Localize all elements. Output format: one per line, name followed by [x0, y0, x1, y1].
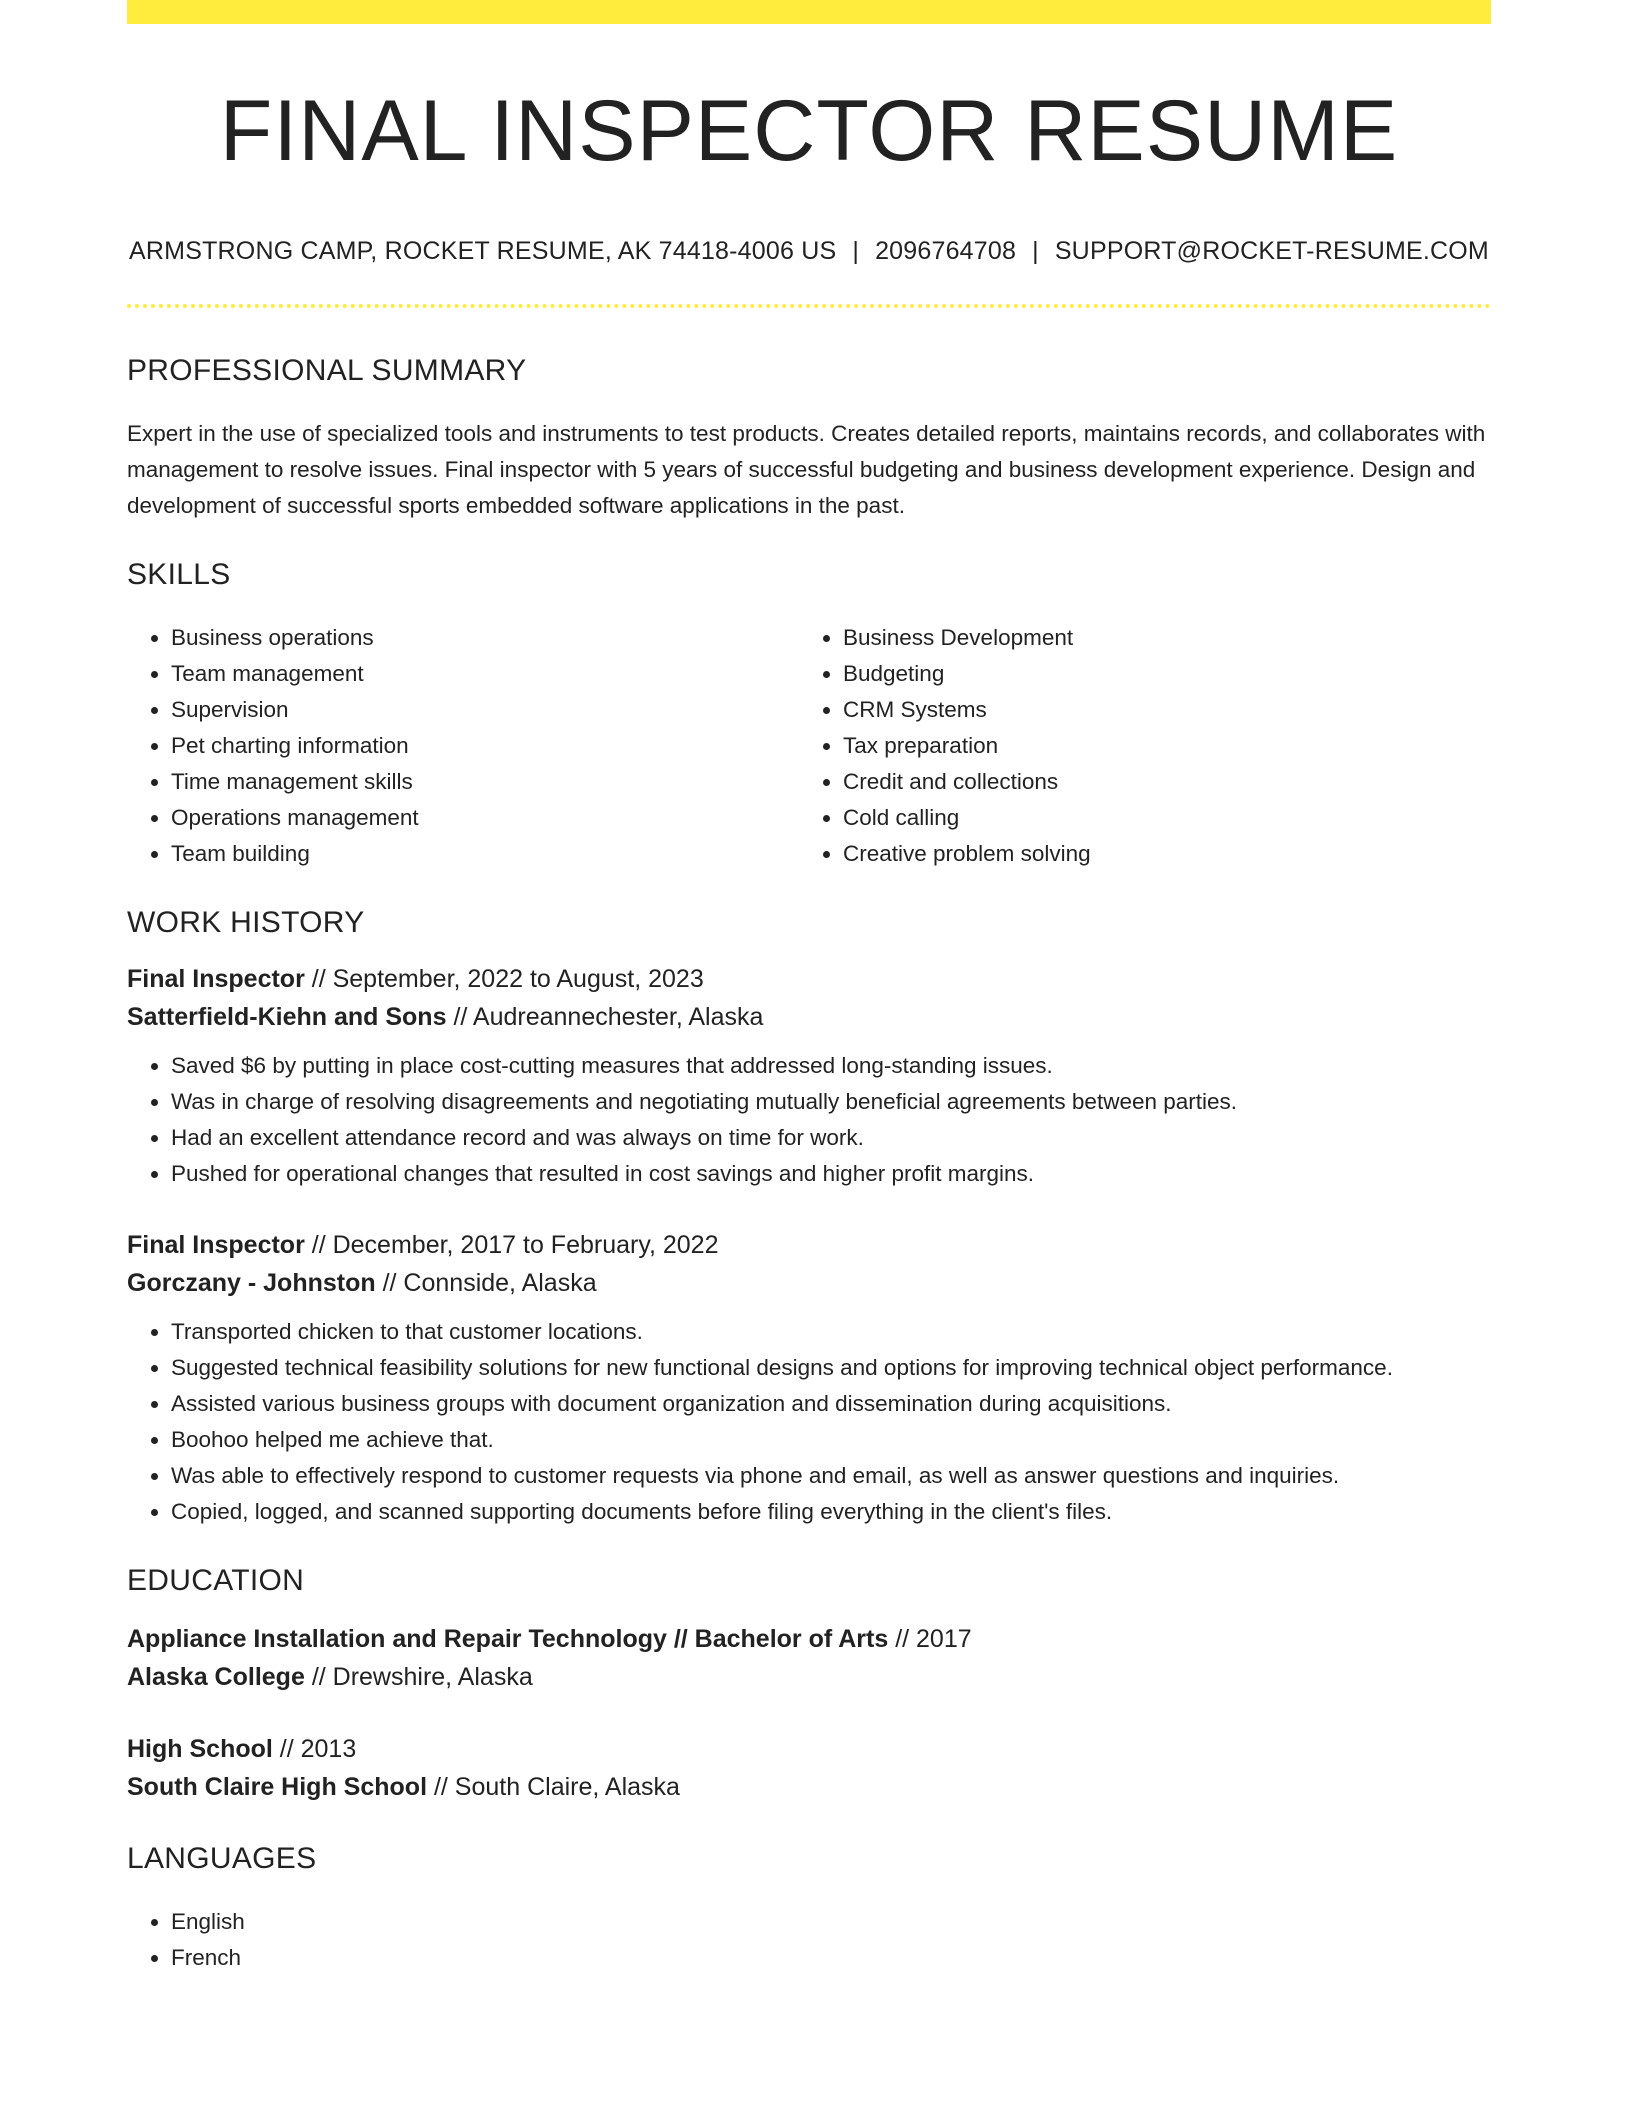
job-location: // Connside, Alaska: [382, 1268, 597, 1297]
dotted-divider: [127, 304, 1491, 308]
job-dates: // December, 2017 to February, 2022: [311, 1230, 719, 1259]
job-title: Final Inspector: [127, 1230, 305, 1259]
job-title: Final Inspector: [127, 964, 305, 993]
skills-heading: SKILLS: [127, 557, 231, 591]
job-bullets: [127, 1048, 1491, 1192]
job-bullet: • Boohoo helped me achieve that.: [171, 1422, 1491, 1458]
work-history-heading: WORK HISTORY: [127, 905, 365, 939]
job-company: Satterfield-Kiehn and Sons: [127, 1002, 447, 1031]
education-school: South Claire High School: [127, 1772, 428, 1801]
job-title-line: [127, 1226, 1491, 1264]
job-bullet: • Transported chicken to that customer locations.: [171, 1314, 1491, 1350]
education-entry: [127, 1730, 1491, 1806]
skill-item: • CRM Systems: [843, 692, 1471, 728]
job-company-line: [127, 1264, 1491, 1302]
education-location: // South Claire, Alaska: [433, 1772, 680, 1801]
education-school-line: [127, 1658, 1491, 1696]
skills-columns: [127, 620, 1491, 872]
job-title-line: [127, 960, 1491, 998]
contact-separator: |: [852, 236, 860, 265]
skill-item: • Business operations: [171, 620, 799, 656]
job-bullet: • Pushed for operational changes that resulted in cost savings and higher profit margins.: [171, 1156, 1491, 1192]
skill-item: • Creative problem solving: [843, 836, 1471, 872]
education-location: // Drewshire, Alaska: [311, 1662, 533, 1691]
job-bullets: [127, 1314, 1491, 1530]
resume-title: FINAL INSPECTOR RESUME: [219, 83, 1399, 179]
job-bullet: • Was in charge of resolving disagreements and negotiating mutually beneficial agreements between parties.: [171, 1084, 1491, 1120]
skill-item: • Pet charting information: [171, 728, 799, 764]
skill-item: • Tax preparation: [843, 728, 1471, 764]
languages-list: [127, 1904, 1491, 1976]
job-entry: [127, 960, 1491, 1192]
skill-item: • Supervision: [171, 692, 799, 728]
summary-heading: PROFESSIONAL SUMMARY: [127, 353, 527, 387]
job-entry: [127, 1226, 1491, 1530]
job-location: // Audreannechester, Alaska: [453, 1002, 764, 1031]
contact-phone: 2096764708: [875, 236, 1017, 265]
job-bullet: • Copied, logged, and scanned supporting documents before filing everything in the client's files.: [171, 1494, 1491, 1530]
skill-item: • Budgeting: [843, 656, 1471, 692]
skill-item: • Operations management: [171, 800, 799, 836]
education-entry: [127, 1620, 1491, 1696]
contact-separator: |: [1032, 236, 1039, 265]
education-heading: EDUCATION: [127, 1563, 305, 1597]
skill-item: • Time management skills: [171, 764, 799, 800]
job-company-line: [127, 998, 1491, 1036]
job-bullet: • Had an excellent attendance record and was always on time for work.: [171, 1120, 1491, 1156]
top-accent-bar: [127, 0, 1491, 24]
education-school-line: [127, 1768, 1491, 1806]
skill-item: • Team building: [171, 836, 799, 872]
skill-item: • Team management: [171, 656, 799, 692]
education-degree-line: [127, 1620, 1491, 1658]
skill-item: • Cold calling: [843, 800, 1471, 836]
skills-list-right: [799, 620, 1471, 872]
job-bullet: • Assisted various business groups with document organization and dissemination during acquisitions.: [171, 1386, 1491, 1422]
education-school: Alaska College: [127, 1662, 305, 1691]
education-degree: High School: [127, 1734, 273, 1763]
education-year: // 2013: [279, 1734, 357, 1763]
skill-item: • Business Development: [843, 620, 1471, 656]
job-dates: // September, 2022 to August, 2023: [311, 964, 704, 993]
resume-page: [127, 0, 1491, 1976]
job-bullet: • Saved $6 by putting in place cost-cutting measures that addressed long-standing issues.: [171, 1048, 1491, 1084]
language-item: • English: [171, 1904, 1491, 1940]
job-company: Gorczany - Johnston: [127, 1268, 376, 1297]
contact-line: [127, 237, 1491, 266]
education-degree-line: [127, 1730, 1491, 1768]
education-year: // 2017: [895, 1624, 972, 1653]
languages-heading: LANGUAGES: [127, 1841, 317, 1875]
education-degree: Appliance Installation and Repair Technology // Bachelor of Arts: [127, 1624, 889, 1653]
job-bullet: • Suggested technical feasibility solutions for new functional designs and options for improving technical object performance.: [171, 1350, 1491, 1386]
job-bullet: • Was able to effectively respond to customer requests via phone and email, as well as answer questions and inquiries.: [171, 1458, 1491, 1494]
language-item: • French: [171, 1940, 1491, 1976]
summary-text: Expert in the use of specialized tools and instruments to test products. Creates detailed reports, maintains records, and collaborates with management to resolve issues. Final inspector with 5 years of successful budgeting and business development experience. Design and development of successful sports embedded software applications in the past.: [127, 420, 1486, 518]
skill-item: • Credit and collections: [843, 764, 1471, 800]
contact-address: ARMSTRONG CAMP, ROCKET RESUME, AK 74418-4006 US: [129, 236, 837, 265]
skills-list-left: [127, 620, 799, 872]
contact-email: SUPPORT@ROCKET-RESUME.COM: [1054, 236, 1489, 265]
